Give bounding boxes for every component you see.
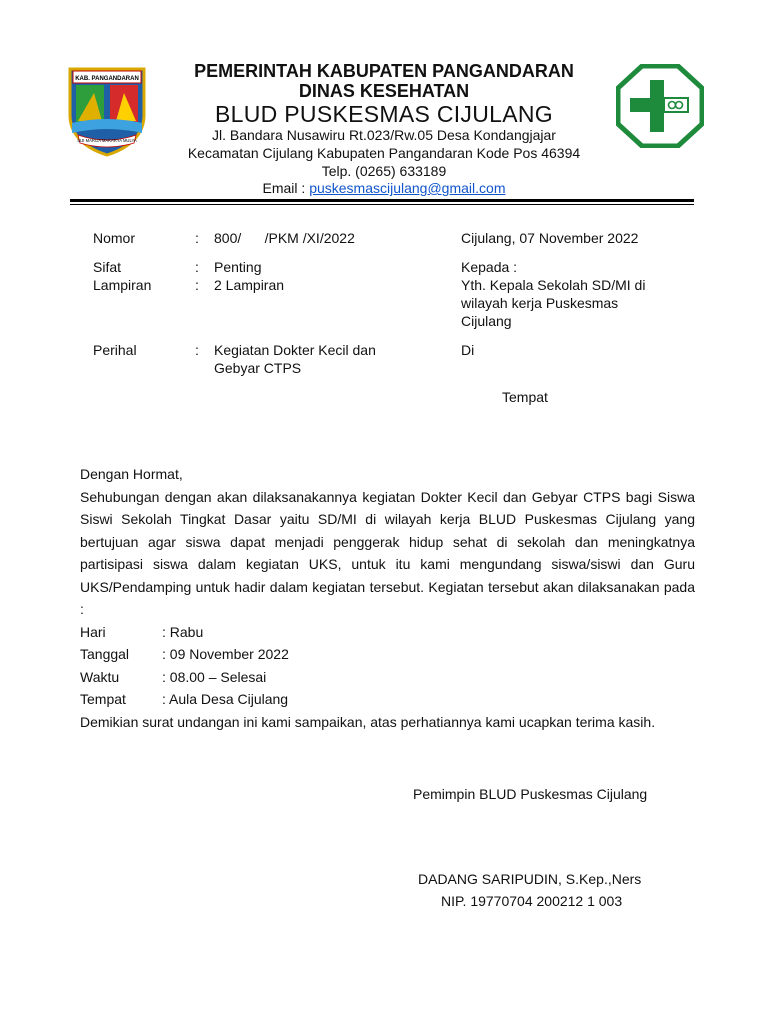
detail-value: : 08.00 – Selesai [162, 668, 267, 685]
sifat-label: Sifat [93, 259, 122, 275]
detail-label: Hari [80, 623, 106, 640]
sifat-colon: : [195, 259, 199, 275]
salutation: Dengan Hormat, [80, 466, 183, 482]
detail-value: : Rabu [162, 623, 204, 640]
letterhead-address-line1: Jl. Bandara Nusawiru Rt.023/Rw.05 Desa Kondangjajar [212, 127, 556, 143]
regency-emblem-logo [64, 63, 150, 157]
recipient-tempat: Tempat [502, 389, 548, 405]
signature-name: DADANG SARIPUDIN, S.Kep.,Ners [418, 871, 642, 887]
letter-body [80, 463, 695, 733]
nomor-value: 800/ /PKM /XI/2022 [214, 230, 355, 246]
signature-nip: NIP. 19770704 200212 1 003 [441, 893, 623, 909]
letterhead-department: DINAS KESEHATAN [298, 81, 470, 101]
detail-value: : 09 November 2022 [162, 646, 289, 662]
puskesmas-logo [616, 64, 704, 148]
email-link[interactable]: puskesmascijulang@gmail.com [309, 180, 506, 196]
detail-row-tempat [80, 688, 695, 711]
letterhead-address-line2: Kecamatan Cijulang Kabupaten Pangandaran Kode Pos 46394 [187, 145, 581, 161]
header-divider-thin [70, 204, 694, 205]
nomor-label: Nomor [93, 230, 136, 246]
nomor-colon: : [195, 230, 199, 246]
letterhead-government: PEMERINTAH KABUPATEN PANGANDARAN [194, 61, 574, 81]
letterhead-phone: Telp. (0265) 633189 [321, 163, 447, 179]
recipient-line2: wilayah kerja Puskesmas [461, 295, 619, 311]
letter-date: Cijulang, 07 November 2022 [461, 230, 639, 246]
perihal-value-line1: Kegiatan Dokter Kecil dan [214, 342, 376, 358]
lampiran-label: Lampiran [93, 277, 152, 293]
header-divider-thick [70, 199, 694, 202]
detail-label: Tempat [80, 691, 126, 707]
detail-label: Tanggal [80, 646, 130, 662]
closing-paragraph: Demikian surat undangan ini kami sampaikan, atas perhatiannya kami ucapkan terima kasih. [80, 713, 656, 730]
body-paragraph: Sehubungan dengan akan dilaksanakannya kegiatan Dokter Kecil dan Gebyar CTPS bagi Siswa Siswi Sekolah Tingkat Dasar yaitu SD/MI di wilayah kerja BLUD Puskesmas Cijulang yang bertujuan agar siswa dapat menjadi penggerak hidup sehat di sekolah dan meningkatnya partisipasi siswa dalam kegiatan UKS, untuk itu kami mengundang siswa/siswi dan Guru UKS/Pendamping untuk hadir dalam kegiatan tersebut. Kegiatan tersebut akan dilaksanakan pada : [80, 488, 695, 617]
signature-title: Pemimpin BLUD Puskesmas Cijulang [413, 786, 648, 802]
recipient-kepada: Kepada : [461, 259, 518, 275]
lampiran-value: 2 Lampiran [214, 277, 285, 293]
recipient-di: Di [461, 342, 475, 358]
email-label: Email : [262, 180, 310, 196]
detail-row-waktu [80, 666, 695, 689]
letterhead-email-line [150, 180, 618, 196]
detail-row-tanggal [80, 643, 695, 666]
perihal-value-line2: Gebyar CTPS [214, 360, 302, 376]
lampiran-colon: : [195, 277, 199, 293]
letterhead-institution: BLUD PUSKESMAS CIJULANG [215, 101, 553, 127]
emblem-motto-text: SIJI MARGA MAKARYA MULYA [77, 138, 137, 143]
recipient-line3: Cijulang [461, 313, 512, 329]
detail-row-hari [80, 621, 695, 644]
perihal-label: Perihal [93, 342, 137, 358]
detail-value: : Aula Desa Cijulang [162, 691, 289, 707]
emblem-banner-text: KAB. PANGANDARAN [75, 76, 139, 82]
perihal-colon: : [195, 342, 199, 358]
detail-label: Waktu [80, 668, 120, 685]
sifat-value: Penting [214, 259, 262, 275]
recipient-line1: Yth. Kepala Sekolah SD/MI di [461, 277, 646, 293]
